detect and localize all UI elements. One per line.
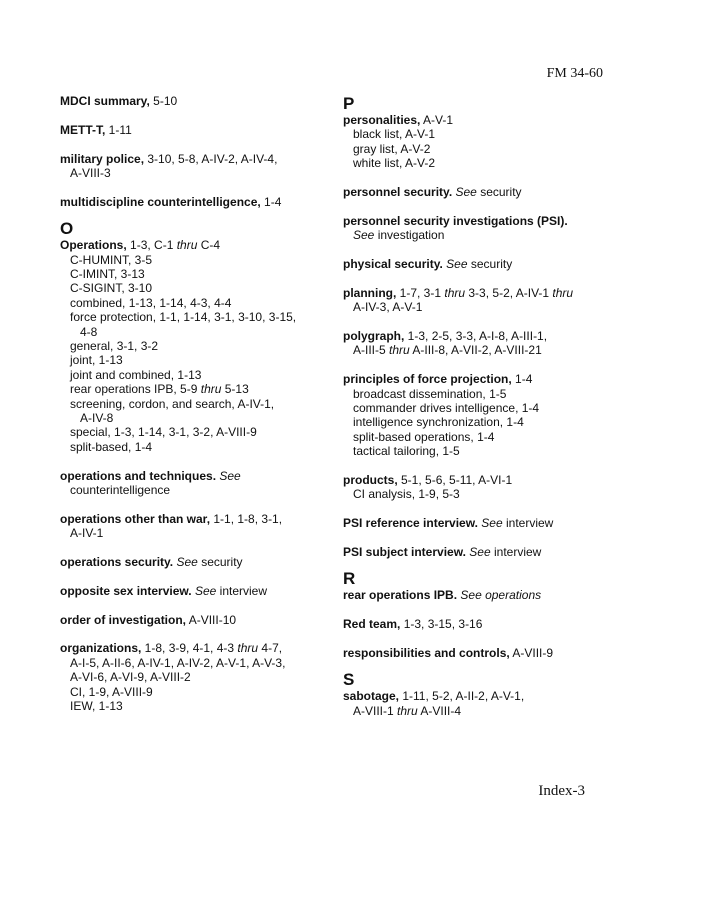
sub-entry: commander drives intelligence, 1-4 (353, 401, 540, 416)
index-entry-cont: A-VIII-3 (70, 166, 111, 180)
index-entry-polygraph: polygraph, 1-3, 2-5, 3-3, A-I-8, A-III-1, (343, 329, 548, 344)
sub-entry: tactical tailoring, 1-5 (353, 444, 460, 459)
section-letter-o: O (60, 219, 74, 239)
index-entry-physical-security: physical security. See security (343, 257, 513, 272)
index-entry-mdci: MDCI summary, 5-10 (60, 94, 178, 108)
section-letter-p: P (343, 94, 355, 113)
index-entry-products: products, 5-1, 5-6, 5-11, A-VI-1 (343, 473, 513, 488)
sub-entry-cont: A-IV-8 (80, 411, 114, 426)
sub-entry: split-based, 1-4 (70, 439, 153, 454)
sub-entry: special, 1-3, 1-14, 3-1, 3-2, A-VIII-9 (70, 425, 257, 440)
sub-entry: C-HUMINT, 3-5 (70, 252, 153, 267)
index-entry-psi: personnel security investigations (PSI). (343, 213, 568, 228)
index-entry-multidiscipline: multidiscipline counterintelligence, 1-4 (60, 194, 282, 209)
sub-entry: split-based operations, 1-4 (353, 429, 495, 444)
sub-entry: combined, 1-13, 1-14, 4-3, 4-4 (70, 295, 232, 310)
index-entry-personnel-security: personnel security. See security (343, 185, 522, 200)
index-entry-cont: A-I-5, A-II-6, A-IV-1, A-IV-2, A-V-1, A-V-3, (70, 655, 286, 670)
index-entry-ops-techniques: operations and techniques. See (60, 468, 241, 483)
index-entry-cont: A-III-5 thru A-III-8, A-VII-2, A-VIII-21 (353, 343, 542, 358)
index-entry-cont: A-IV-1 (70, 526, 104, 541)
index-entry-cont: A-VI-6, A-VI-9, A-VIII-2 (70, 670, 191, 685)
sub-entry: C-SIGINT, 3-10 (70, 281, 153, 296)
index-entry-rear-ops-ipb: rear operations IPB. See operations (343, 588, 542, 603)
index-entry-principles: principles of force projection, 1-4 (343, 372, 533, 387)
sub-entry: joint and combined, 1-13 (70, 367, 202, 382)
sub-entry: gray list, A-V-2 (353, 141, 431, 156)
index-entry-ootw: operations other than war, 1-1, 1-8, 3-1, (60, 511, 283, 526)
sub-entry: joint, 1-13 (70, 353, 123, 368)
index-entry-personalities: personalities, A-V-1 (343, 113, 454, 127)
page-footer: Index-3 (538, 783, 585, 799)
sub-entry: C-IMINT, 3-13 (70, 267, 145, 282)
sub-entry: screening, cordon, and search, A-IV-1, (70, 396, 275, 411)
sub-entry: black list, A-V-1 (353, 127, 436, 142)
index-entry-mett: METT-T, 1-11 (60, 122, 132, 137)
sub-entry: CI, 1-9, A-VIII-9 (70, 684, 153, 699)
index-entry-order: order of investigation, A-VIII-10 (60, 612, 237, 627)
page-header: FM 34-60 (546, 66, 603, 81)
sub-entry: broadcast dissemination, 1-5 (353, 386, 507, 401)
index-entry-opposite-sex: opposite sex interview. See interview (60, 583, 267, 598)
index-entry-cont: A-VIII-1 thru A-VIII-4 (353, 703, 462, 718)
index-entry-military-police: military police, 3-10, 5-8, A-IV-2, A-IV-4, (60, 151, 278, 166)
index-entry-psi-reference: PSI reference interview. See interview (343, 516, 554, 531)
sub-entry: general, 3-1, 3-2 (70, 339, 159, 354)
sub-entry: IEW, 1-13 (70, 699, 123, 714)
index-entry-cont: A-IV-3, A-V-1 (353, 300, 423, 315)
index-entry-sabotage: sabotage, 1-11, 5-2, A-II-2, A-V-1, (343, 689, 525, 704)
index-entry-psi-subject: PSI subject interview. See interview (343, 545, 542, 560)
index-entry-organizations: organizations, 1-8, 3-9, 4-1, 4-3 thru 4-7, (60, 641, 283, 656)
index-column-left (60, 94, 325, 714)
sub-entry-cont: 4-8 (80, 324, 98, 339)
section-letter-r: R (343, 569, 356, 589)
index-entry-opsec: operations security. See security (60, 555, 243, 570)
index-entry-red-team: Red team, 1-3, 3-15, 3-16 (343, 617, 483, 632)
index-entry-responsibilities: responsibilities and controls, A-VIII-9 (343, 646, 554, 661)
index-entry-operations: Operations, 1-3, C-1 thru C-4 (60, 238, 221, 253)
index-entry-cont: counterintelligence (70, 483, 171, 498)
sub-entry: force protection, 1-1, 1-14, 3-1, 3-10, 3-15, (70, 310, 297, 325)
index-entry-cont: See investigation (353, 228, 445, 243)
sub-entry: rear operations IPB, 5-9 thru 5-13 (70, 382, 249, 397)
sub-entry: CI analysis, 1-9, 5-3 (353, 487, 460, 502)
sub-entry: intelligence synchronization, 1-4 (353, 415, 524, 430)
index-column-right (343, 92, 623, 718)
index-entry-planning: planning, 1-7, 3-1 thru 3-3, 5-2, A-IV-1 thru (343, 285, 574, 300)
section-letter-s: S (343, 670, 355, 690)
sub-entry: white list, A-V-2 (353, 156, 436, 171)
